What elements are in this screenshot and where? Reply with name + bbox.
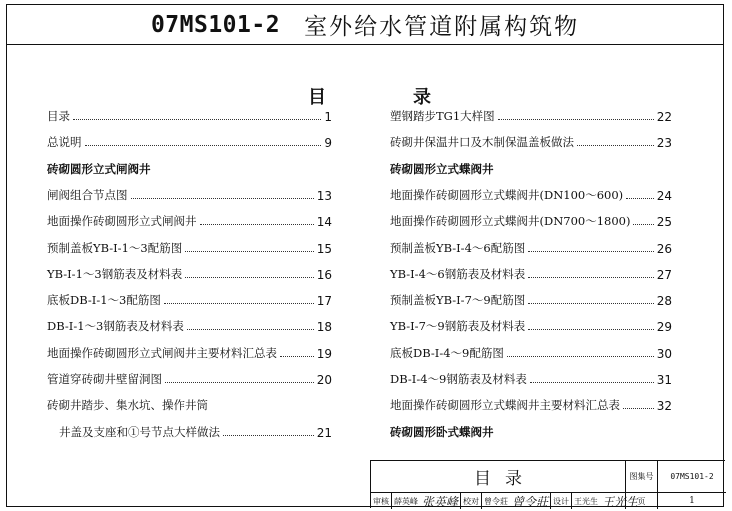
toc-entry[interactable] xyxy=(47,393,332,413)
toc-entry-label: DB-Ⅰ-1～3钢筋表及材料表 xyxy=(47,319,184,334)
toc-entry-label: 地面操作砖砌圆形立式蝶阀井(DN100～600) xyxy=(390,187,624,202)
design-label: 设计 xyxy=(553,496,570,506)
reviewer-signature: 张英峰 xyxy=(422,494,459,509)
toc-entry[interactable] xyxy=(390,288,672,308)
toc-leader-dots xyxy=(626,198,654,199)
toc-entry-label: 砖砌圆形立式闸阀井 xyxy=(47,161,151,176)
toc-entry[interactable] xyxy=(47,209,332,229)
toc-entry-label: 地面操作砖砌圆形立式闸阀井 xyxy=(47,214,197,229)
toc-leader-dots xyxy=(498,119,654,120)
toc-leader-dots xyxy=(187,329,314,330)
toc-entry-page: 32 xyxy=(656,399,672,414)
toc-entry[interactable] xyxy=(390,420,672,440)
toc-leader-dots xyxy=(165,382,314,383)
title-bar xyxy=(7,5,723,45)
toc-entry[interactable] xyxy=(47,314,332,334)
toc-entry-page: 9 xyxy=(324,136,332,151)
toc-leader-dots xyxy=(507,356,654,357)
toc-leader-dots xyxy=(528,251,654,252)
toc-entry[interactable] xyxy=(47,288,332,308)
toc-entry[interactable] xyxy=(390,236,672,256)
toc-entry[interactable] xyxy=(47,183,332,203)
contents-heading-right: 录 xyxy=(413,87,431,108)
toc-leader-dots xyxy=(164,303,314,304)
toc-entry-page: 23 xyxy=(656,136,672,151)
toc-entry-label: DB-Ⅰ-4～9钢筋表及材料表 xyxy=(390,372,527,386)
toc-entry-label: 闸阀组合节点图 xyxy=(47,187,128,202)
drawing-frame xyxy=(6,4,724,507)
designer-signature: 王光生 xyxy=(602,494,639,509)
toc-entry-label: 砖砌圆形立式蝶阀井 xyxy=(390,161,494,176)
toc-entry-label: 塑钢踏步TG1大样图 xyxy=(390,109,495,123)
toc-entry[interactable] xyxy=(390,341,672,361)
toc-entry-label: 底板DB-Ⅰ-1～3配筋图 xyxy=(47,293,161,308)
toc-entry-page: 22 xyxy=(656,110,672,124)
toc-entry-page: 25 xyxy=(656,215,672,230)
toc-entry-page: 18 xyxy=(316,320,332,335)
toc-leader-dots xyxy=(185,251,314,252)
toc-entry[interactable] xyxy=(390,262,672,282)
toc-entry-label: 地面操作砖砌圆形立式蝶阀井主要材料汇总表 xyxy=(390,398,620,413)
toc-entry[interactable] xyxy=(390,209,672,229)
toc-entry-page: 13 xyxy=(316,188,332,203)
toc-entry-page: 16 xyxy=(316,267,332,282)
contents-heading-left: 目 xyxy=(308,87,326,108)
toc-entry-label: 预制盖板YB-Ⅰ-4～6配筋图 xyxy=(390,240,526,255)
toc-entry-label: 预制盖板YB-Ⅰ-1～3配筋图 xyxy=(47,240,183,255)
toc-entry[interactable] xyxy=(47,157,332,177)
page-label: 页 xyxy=(626,493,658,509)
toc-leader-dots xyxy=(85,145,322,146)
toc-leader-dots xyxy=(200,224,314,225)
toc-leader-dots xyxy=(73,119,321,120)
review-label: 审核 xyxy=(373,496,389,506)
toc-entry[interactable] xyxy=(390,157,672,177)
toc-entry-label: 砖砌圆形卧式蝶阀井 xyxy=(390,424,494,439)
page-number: 1 xyxy=(689,496,695,506)
toc-entry-label: 预制盖板YB-Ⅰ-7～9配筋图 xyxy=(390,293,526,308)
toc-entry-label: YB-Ⅰ-4～6钢筋表及材料表 xyxy=(390,266,526,281)
toc-entry[interactable] xyxy=(47,130,332,150)
toc-entry[interactable] xyxy=(47,104,332,124)
toc-entry[interactable] xyxy=(47,367,332,387)
toc-leader-dots xyxy=(623,408,654,409)
toc-leader-dots xyxy=(131,198,314,199)
toc-entry-page: 14 xyxy=(316,215,332,230)
toc-leader-dots xyxy=(528,329,654,330)
title-block xyxy=(370,460,725,508)
toc-entry-label: 底板DB-Ⅰ-4～9配筋图 xyxy=(390,345,504,360)
toc-entry-page: 19 xyxy=(316,346,332,361)
toc-entry[interactable] xyxy=(390,183,672,203)
toc-entry[interactable] xyxy=(390,314,672,334)
toc-entry-page: 1 xyxy=(324,110,332,124)
toc-entry-page: 17 xyxy=(316,294,332,309)
toc-entry-page: 28 xyxy=(656,294,672,309)
toc-leader-dots xyxy=(528,303,654,304)
toc-leader-dots xyxy=(223,435,314,436)
toc-entry-label: 地面操作砖砌圆形立式蝶阀井(DN700～1800) xyxy=(390,214,631,229)
title-block-main: 目录 xyxy=(371,461,626,493)
toc-entry-page: 20 xyxy=(316,373,332,387)
toc-entry[interactable] xyxy=(390,367,672,387)
signature-row xyxy=(371,493,639,509)
toc-entry-page: 24 xyxy=(656,188,672,203)
toc-leader-dots xyxy=(633,224,653,225)
toc-leader-dots xyxy=(528,277,654,278)
toc-entry-page: 26 xyxy=(656,241,672,256)
toc-entry-page: 15 xyxy=(316,241,332,256)
toc-entry-label: 总说明 xyxy=(47,135,82,150)
toc-entry-label: YB-Ⅰ-7～9钢筋表及材料表 xyxy=(390,319,526,334)
atlas-title: 室外给水管道附属构筑物 xyxy=(304,14,580,40)
toc-entry-label: 砖砌井踏步、集水坑、操作井筒 xyxy=(47,398,208,413)
toc-entry[interactable] xyxy=(59,420,332,440)
toc-entry-label: 砖砌井保温井口及木制保温盖板做法 xyxy=(390,135,574,150)
atlas-number: 07MS101-2 xyxy=(658,461,726,493)
toc-entry-label: 井盖及支座和①号节点大样做法 xyxy=(59,424,220,439)
toc-entry-page: 30 xyxy=(656,346,672,361)
toc-entry-label: 目录 xyxy=(47,109,70,123)
toc-entry-page: 29 xyxy=(656,320,672,335)
toc-entry-page: 31 xyxy=(656,373,672,387)
toc-leader-dots xyxy=(185,277,314,278)
toc-entry[interactable] xyxy=(47,341,332,361)
check-label: 校对 xyxy=(463,496,480,506)
toc-entry[interactable] xyxy=(47,236,332,256)
toc-entry[interactable] xyxy=(390,393,672,413)
toc-entry-label: YB-Ⅰ-1～3钢筋表及材料表 xyxy=(47,266,183,281)
toc-entry-page: 27 xyxy=(656,267,672,282)
toc-leader-dots xyxy=(530,382,654,383)
toc-entry-page: 21 xyxy=(316,425,332,440)
checker-signature: 曾令莊 xyxy=(512,494,549,509)
toc-entry[interactable] xyxy=(390,104,672,124)
toc-entry-label: 地面操作砖砌圆形立式闸阀井主要材料汇总表 xyxy=(47,345,277,360)
atlas-code: 07MS101-2 xyxy=(150,11,281,38)
toc-entry[interactable] xyxy=(390,130,672,150)
toc-leader-dots xyxy=(577,145,654,146)
designer-name: 王光生 xyxy=(574,496,599,506)
toc-leader-dots xyxy=(280,356,314,357)
checker-name: 曾令莊 xyxy=(484,496,509,506)
atlas-number-label: 图集号 xyxy=(626,461,658,493)
toc-entry[interactable] xyxy=(47,262,332,282)
reviewer-name: 薛英峰 xyxy=(394,496,418,506)
toc-entry-label: 管道穿砖砌井壁留洞图 xyxy=(47,372,162,386)
